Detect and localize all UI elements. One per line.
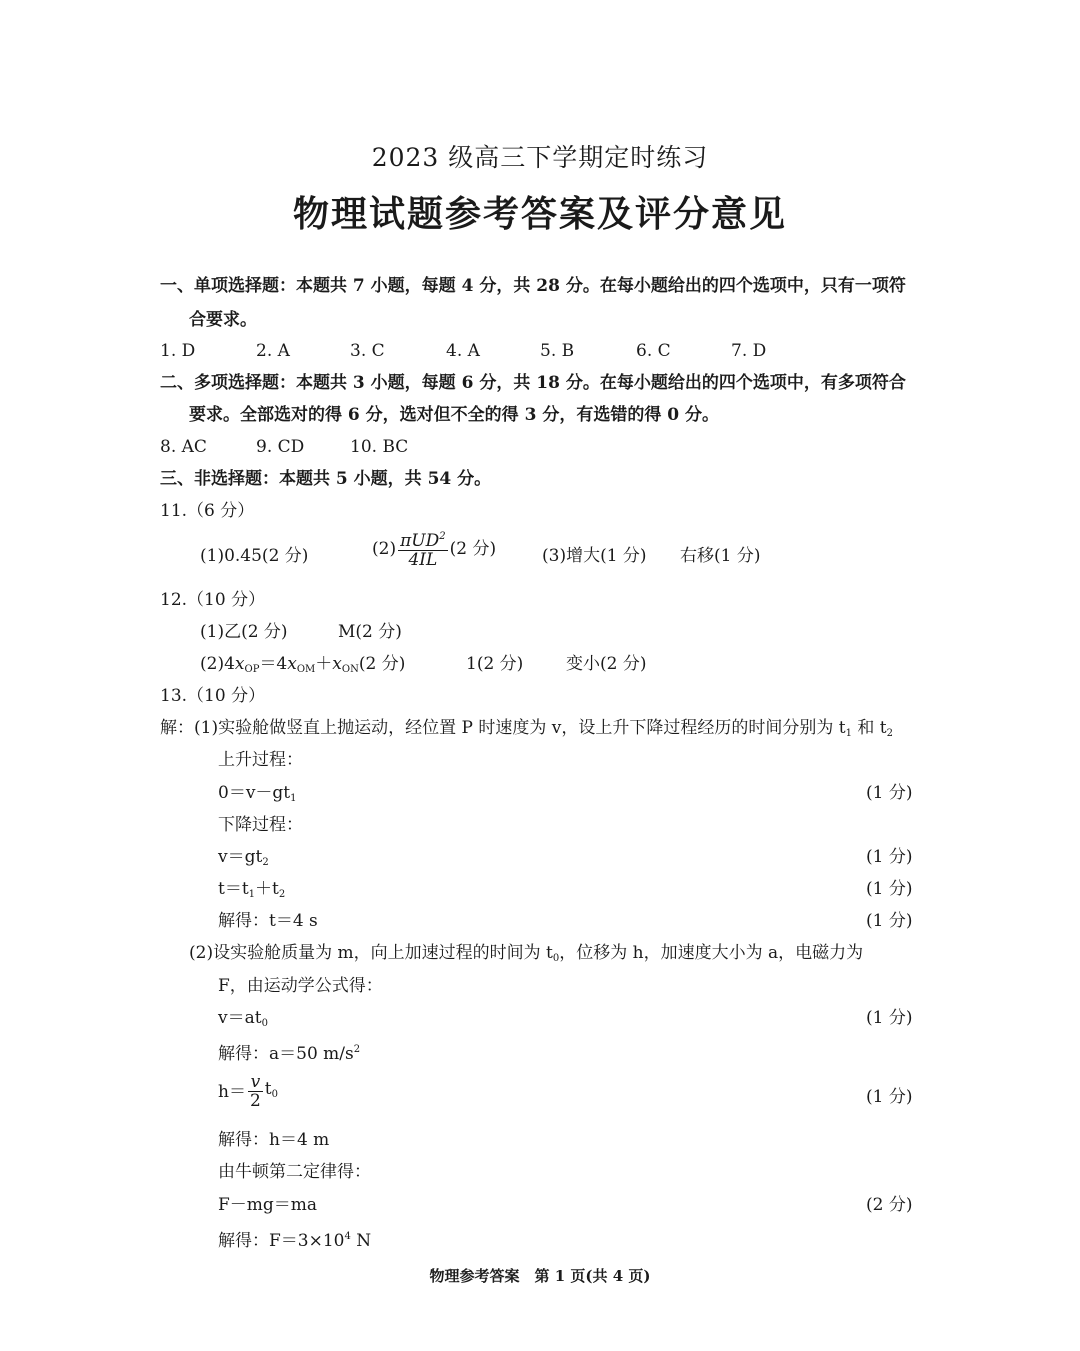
q13-eq1 <box>218 782 297 810</box>
q13-part2-text: (2)设实验舱质量为 m，向上加速过程的时间为 t <box>189 943 553 963</box>
q13-part2-cont: F，由运动学公式得： <box>218 976 383 996</box>
q13-eq2-sub: 2 <box>262 857 269 868</box>
section3-heading: 三、非选择题：本题共 5 小题，共 54 分。 <box>160 469 492 489</box>
q11-part2-score: (2 分) <box>449 538 497 559</box>
q13-eq4 <box>218 1007 268 1035</box>
q12-sub-op: OP <box>244 664 260 675</box>
q11-part2-prefix: (2) <box>372 538 397 559</box>
q13-intro <box>160 717 893 745</box>
q13-eq1-score: (1 分) <box>866 783 913 803</box>
q13-eq5-prefix: h＝ <box>218 1081 246 1102</box>
q11-part1: (1)0.45(2 分) <box>200 546 309 566</box>
q13-eq3-sub1: 1 <box>248 889 256 900</box>
answer-4: 4. A <box>446 341 480 361</box>
q13-intro-and: 和 t <box>851 718 887 738</box>
q13-eq2-text: v＝gt <box>218 847 263 867</box>
q13-solution4 <box>218 1226 371 1252</box>
q13-intro-sub2: 2 <box>886 728 893 739</box>
q12-p3-prefix: (2)4 <box>200 654 235 674</box>
q12-sub-on: ON <box>341 664 359 675</box>
q12-x1: x <box>234 654 245 674</box>
answer-9: 9. CD <box>256 437 305 457</box>
q11-fraction <box>398 528 448 569</box>
q13-eq3-a: t＝t <box>218 879 249 899</box>
q13-newton-label: 由牛顿第二定律得： <box>218 1162 371 1182</box>
page-subtitle: 物理试题参考答案及评分意见 <box>292 193 787 235</box>
q13-eq3-b: ＋t <box>255 879 279 899</box>
q13-eq5 <box>218 1073 278 1110</box>
q13-solution1-score: (1 分) <box>866 911 913 931</box>
answer-6: 6. C <box>636 341 671 361</box>
q11-part4: 右移(1 分) <box>680 546 761 566</box>
q11-fraction-numerator <box>398 528 448 551</box>
q13-part2-text-b: ，位移为 h，加速度大小为 a，电磁力为 <box>559 943 864 963</box>
q13-eq5-numerator: v <box>248 1073 263 1092</box>
q13-eq4-score: (1 分) <box>866 1008 913 1028</box>
section2-heading: 二、多项选择题：本题共 3 小题，每题 6 分，共 18 分。在每小题给出的四个选项中，有多项符合 <box>160 373 906 393</box>
answer-2: 2. A <box>256 341 290 361</box>
q13-fall-label: 下降过程： <box>218 815 303 835</box>
q13-eq3-sub2: 2 <box>278 889 286 900</box>
q12-x3: x <box>332 654 342 674</box>
q13-eq1-sub: 1 <box>290 793 297 804</box>
q13-sol2-text: 解得：a＝50 m/s <box>218 1044 354 1064</box>
q12-p3-mid: ＝4 <box>259 654 288 674</box>
q13-eq3-score: (1 分) <box>866 879 913 899</box>
q13-eq4-text: v＝at <box>218 1008 262 1028</box>
answer-1: 1. D <box>160 341 196 361</box>
q13-sol4-sup: 4 <box>344 1231 351 1242</box>
q13-eq2-score: (1 分) <box>866 847 913 867</box>
q12-part3 <box>200 653 405 681</box>
q11-fraction-denominator: 4IL <box>408 550 438 570</box>
q13-eq5-sub: 0 <box>271 1088 278 1100</box>
section2-heading-cont: 要求。全部选对的得 6 分，选对但不全的得 3 分，有选错的得 0 分。 <box>189 405 719 425</box>
q13-part2-sub0: 0 <box>552 953 560 964</box>
answer-5: 5. B <box>540 341 575 361</box>
q13-intro-sub1: 1 <box>845 728 852 739</box>
q13-eq5-denominator: 2 <box>249 1091 261 1111</box>
section1-heading: 一、单项选择题：本题共 7 小题，每题 4 分，共 28 分。在每小题给出的四个选项中，只有一项符 <box>160 276 906 296</box>
section1-heading-cont: 合要求。 <box>189 310 257 330</box>
q13-solution2 <box>218 1039 360 1065</box>
answer-3: 3. C <box>350 341 385 361</box>
q13-eq6-score: (2 分) <box>866 1195 913 1215</box>
q11-part3: (3)增大(1 分) <box>542 546 647 566</box>
q12-p3-score: (2 分) <box>358 654 406 674</box>
q13-eq1-text: 0＝v－gt <box>218 783 291 803</box>
page-title: 2023 级高三下学期定时练习 <box>371 143 709 172</box>
q12-part2: M(2 分) <box>338 622 402 642</box>
q13-rise-label: 上升过程： <box>218 750 303 770</box>
q13-eq5-t: t <box>264 1078 272 1099</box>
q13-eq4-sub: 0 <box>261 1018 268 1029</box>
q12-part1: (1)乙(2 分) <box>200 622 288 642</box>
q11-num-sup: 2 <box>439 531 446 542</box>
q13-sol4-text: 解得：F＝3×10 <box>218 1231 345 1251</box>
q12-sub-om: OM <box>296 664 316 675</box>
answer-7: 7. D <box>731 341 767 361</box>
answer-10: 10. BC <box>350 437 409 457</box>
q13-eq5-score: (1 分) <box>866 1087 913 1107</box>
answer-8: 8. AC <box>160 437 207 457</box>
q11-num-text: πUD <box>400 531 440 551</box>
page-footer: 物理参考答案 第 1 页(共 4 页) <box>429 1267 651 1285</box>
q13-sol2-sup: 2 <box>353 1044 361 1055</box>
q13-part2-intro <box>189 942 863 970</box>
q13-sol4-unit: N <box>350 1231 372 1251</box>
q13-solution1: 解得：t＝4 s <box>218 911 318 931</box>
q13-eq5-fraction <box>248 1073 263 1110</box>
q13-label: 13.（10 分） <box>160 686 266 706</box>
q13-eq6: F－mg＝ma <box>218 1195 318 1215</box>
q13-eq3 <box>218 878 285 906</box>
q13-eq2 <box>218 846 269 874</box>
q11-part2 <box>372 528 496 569</box>
q12-part4: 1(2 分) <box>466 654 524 674</box>
q12-p3-plus: ＋ <box>315 654 333 674</box>
q13-intro-text: 解：(1)实验舱做竖直上抛运动，经位置 P 时速度为 v，设上升下降过程经历的时间分别为 t <box>160 718 846 738</box>
q11-label: 11.（6 分） <box>160 501 255 521</box>
q12-x2: x <box>287 654 297 674</box>
q12-part5: 变小(2 分) <box>566 654 647 674</box>
q12-label: 12.（10 分） <box>160 590 266 610</box>
q13-solution3: 解得：h＝4 m <box>218 1130 330 1150</box>
